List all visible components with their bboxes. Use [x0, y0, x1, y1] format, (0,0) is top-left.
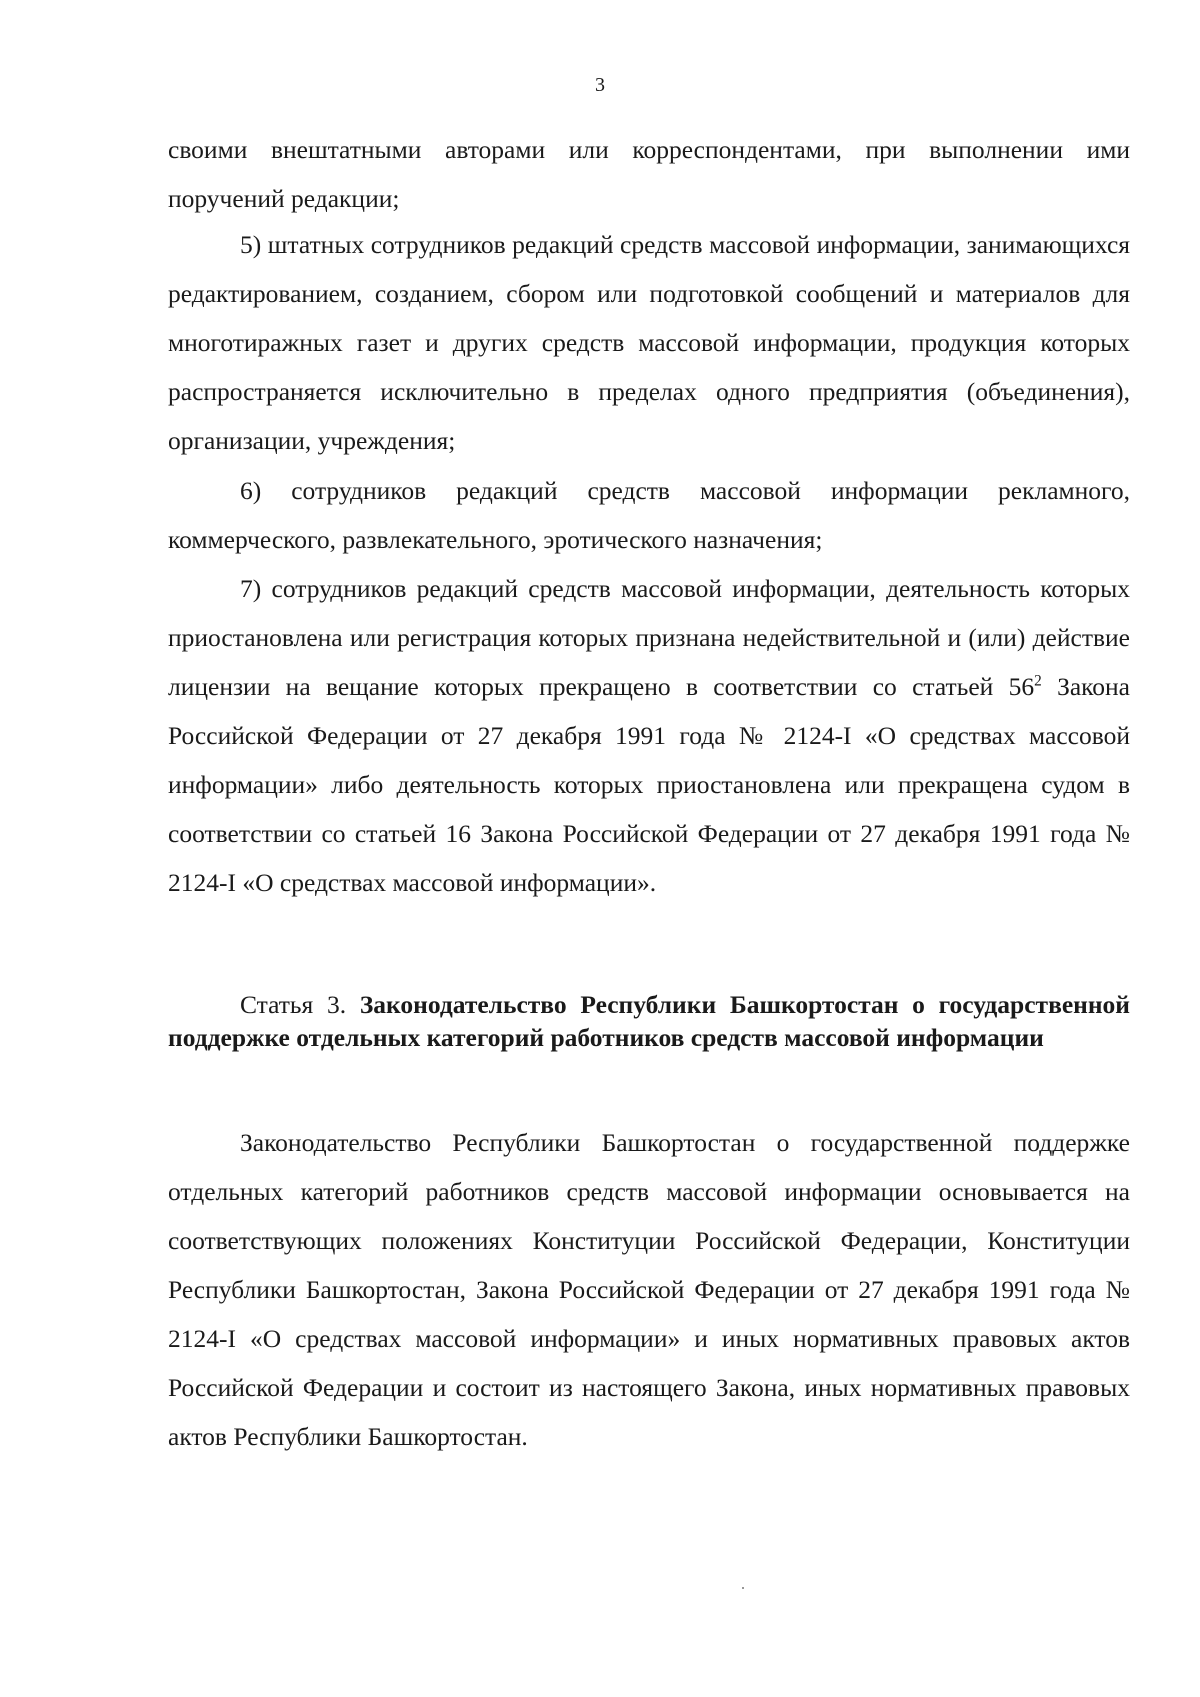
paragraph-item-5: 5) штатных сотрудников редакций средств массовой информации, занимающихся редактированием, созданием, сбором или подготовкой сообщений и материалов для многотиражных газет и других средств массовой информации, продукция которых распространяется исключительно в пределах одного предприятия (объединения), организации, учреждения; [168, 230, 1130, 455]
paragraph-item-6: 6) сотрудников редакций средств массовой информации рекламного, коммерческого, развлекательного, эротического назначения; [168, 476, 1130, 554]
item-7-text-start: 7) сотрудников редакций средств массовой информации, деятельность которых приостановлена или регистрация которых признана недействительной и (или) действие лицензии на вещание которых прекращено в соответствии со статьей 56 [168, 574, 1130, 701]
article-body-paragraph: Законодательство Республики Башкортостан о государственной поддержке отдельных категорий работников средств массовой информации основывается на соответствующих положениях Конституции Российской Федерации, Конституции Республики Башкортостан, Закона Российской Федерации от 27 декабря 1991 года № 2124-I «О средствах массовой информации» и иных нормативных правовых актов Российской Федерации и состоит из настоящего Закона, иных нормативных правовых актов Республики Башкортостан. [168, 1128, 1130, 1451]
article-superscript: 2 [1034, 672, 1042, 690]
scan-artifact-dot [742, 1587, 744, 1589]
article-number: Статья 3. [240, 990, 347, 1019]
article-heading [168, 988, 1130, 1054]
paragraph-continuation: своими внештатными авторами или корреспондентами, при выполнении ими поручений редакции; [168, 135, 1130, 213]
paragraph-item-7 [168, 564, 1130, 907]
article-title: Законодательство Республики Башкортостан о государственной поддержке отдельных категорий работников средств массовой информации [168, 990, 1131, 1052]
page-number: 3 [595, 74, 605, 96]
item-7-text-end: Закона Российской Федерации от 27 декабря 1991 года № 2124-I «О средствах массовой информации» либо деятельность которых приостановлена или прекращена судом в соответствии со статьей 16 Закона Российской Федерации от 27 декабря 1991 года № 2124-I «О средствах массовой информации». [168, 672, 1130, 897]
